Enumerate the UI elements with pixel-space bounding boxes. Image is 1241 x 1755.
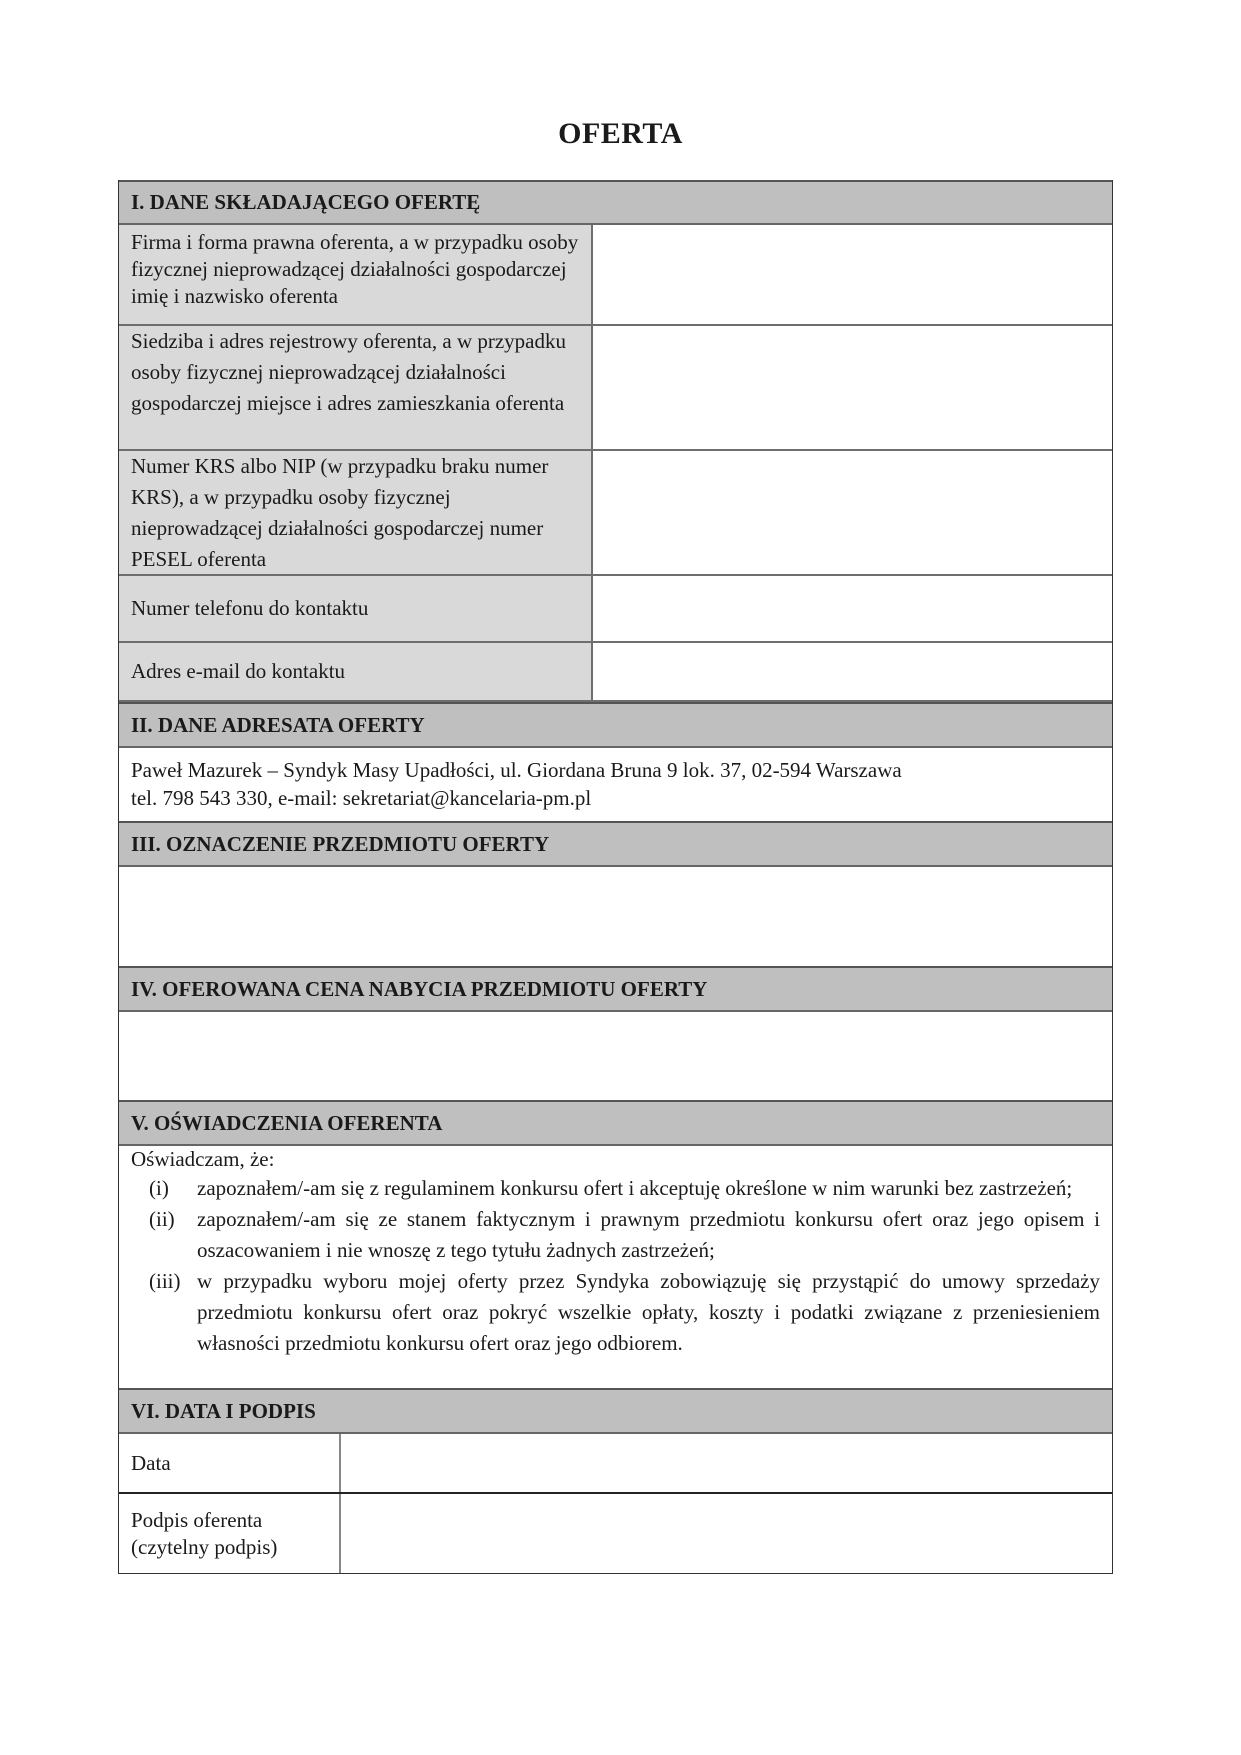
signature-row — [119, 1494, 1112, 1573]
date-label: Data — [119, 1434, 341, 1492]
offerer-name-label: Firma i forma prawna oferenta, a w przypadku osoby fizycznej nieprowadzącej działalności gospodarczej imię i nazwisko oferenta — [119, 225, 593, 324]
declaration-text: zapoznałem/-am się z regulaminem konkursu ofert i akceptuję określone w nim warunki bez zastrzeżeń; — [197, 1176, 1073, 1200]
offered-price-field[interactable] — [119, 1012, 1112, 1100]
declaration-number: (iii) — [149, 1269, 181, 1293]
offerer-email-label: Adres e-mail do kontaktu — [119, 643, 593, 700]
document-title: OFERTA — [558, 117, 683, 150]
addressee-line-2: tel. 798 543 330, e-mail: sekretariat@kancelaria-pm.pl — [131, 786, 592, 810]
offer-subject-field[interactable] — [119, 867, 1112, 966]
signature-label: Podpis oferenta (czytelny podpis) — [119, 1494, 341, 1573]
section-5-header: V. OŚWIADCZENIA OFERENTA — [119, 1100, 1112, 1146]
section-4-header: IV. OFEROWANA CENA NABYCIA PRZEDMIOTU OFERTY — [119, 966, 1112, 1012]
offerer-id-field[interactable] — [593, 451, 1112, 574]
declaration-item — [131, 1266, 1100, 1359]
offer-form — [118, 180, 1113, 1574]
offerer-address-field[interactable] — [593, 326, 1112, 449]
declaration-item — [131, 1204, 1100, 1266]
offerer-email-field[interactable] — [593, 643, 1112, 700]
declaration-number: (i) — [149, 1176, 169, 1200]
declaration-item — [131, 1173, 1100, 1204]
declaration-number: (ii) — [149, 1207, 175, 1231]
date-row — [119, 1434, 1112, 1494]
offerer-address-row — [119, 326, 1112, 451]
declarations — [119, 1146, 1112, 1388]
offerer-id-label: Numer KRS albo NIP (w przypadku braku numer KRS), a w przypadku osoby fizycznej nieprowadzącej działalności gospodarczej numer PESEL oferenta — [119, 451, 593, 574]
declaration-text: w przypadku wyboru mojej oferty przez Syndyka zobowiązuję się przystąpić do umowy sprzedaży przedmiotu konkursu ofert oraz pokryć wszelkie opłaty, koszty i podatki związane z przeniesieniem własności przedmiotu konkursu ofert oraz jego odbiorem. — [197, 1269, 1100, 1355]
section-2-header: II. DANE ADRESATA OFERTY — [119, 702, 1112, 748]
section-3-header: III. OZNACZENIE PRZEDMIOTU OFERTY — [119, 821, 1112, 867]
offerer-id-row — [119, 451, 1112, 576]
section-6-header: VI. DATA I PODPIS — [119, 1388, 1112, 1434]
offerer-address-label: Siedziba i adres rejestrowy oferenta, a w przypadku osoby fizycznej nieprowadzącej działalności gospodarczej miejsce i adres zamieszkania oferenta — [119, 326, 593, 449]
offerer-name-field[interactable] — [593, 225, 1112, 324]
declaration-text: zapoznałem/-am się ze stanem faktycznym i prawnym przedmiotu konkursu ofert oraz jego opisem i oszacowaniem i nie wnoszę z tego tytułu żadnych zastrzeżeń; — [197, 1207, 1100, 1262]
offerer-phone-label: Numer telefonu do kontaktu — [119, 576, 593, 641]
signature-field[interactable] — [341, 1494, 1112, 1573]
addressee-line-1: Paweł Mazurek – Syndyk Masy Upadłości, ul. Giordana Bruna 9 lok. 37, 02-594 Warszawa — [131, 758, 902, 782]
declarations-intro: Oświadczam, że: — [131, 1147, 275, 1171]
offerer-name-row — [119, 225, 1112, 326]
offerer-email-row — [119, 643, 1112, 702]
date-field[interactable] — [341, 1434, 1112, 1492]
addressee-info — [119, 748, 1112, 821]
section-1-header: I. DANE SKŁADAJĄCEGO OFERTĘ — [119, 180, 1112, 225]
offerer-phone-row — [119, 576, 1112, 643]
offerer-phone-field[interactable] — [593, 576, 1112, 641]
